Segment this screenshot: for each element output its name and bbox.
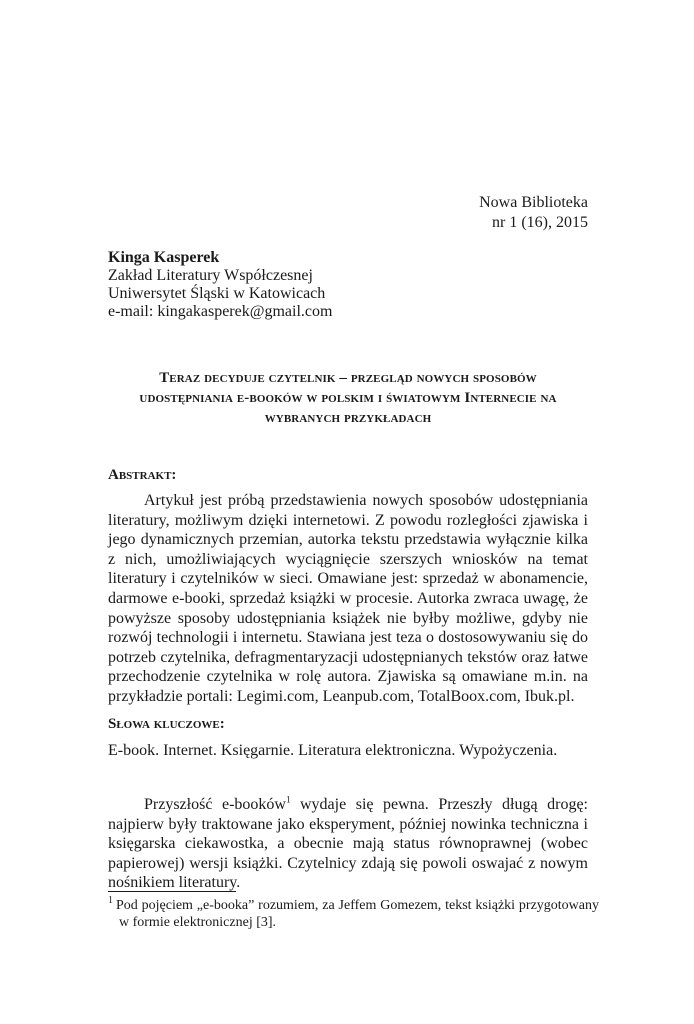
keywords-text: E-book. Internet. Księgarnie. Literatura elektroniczna. Wypożyczenia. [108, 742, 558, 759]
title-line-2: udostępniania e-booków w polskim i światowym Internecie na [139, 390, 557, 406]
keywords-heading: Słowa kluczowe: [108, 716, 225, 732]
body-text-rest: wydaje się pewna. Przeszły długą drogę: najpierw były traktowane jako eksperyment, później nowinka techniczna i księgarska ciekawostka, a obecnie mają status równoprawnej (wobec papierowej) wersji książki. Czytelnicy zdają się powoli oswajać z nowym nośnikiem literatury. [108, 796, 588, 892]
author-block [108, 249, 332, 321]
body-text-start: Przyszłość e-booków [144, 796, 286, 813]
footnote-reference: 1 [285, 794, 291, 805]
paper-title [108, 368, 588, 428]
title-line-3: wybranych przykładach [264, 410, 432, 426]
author-university: Uniwersytet Śląski w Katowicach [108, 285, 326, 302]
journal-issue: nr 1 (16), 2015 [492, 214, 588, 231]
author-email: e-mail: kingakasperek@gmail.com [108, 303, 333, 320]
journal-name: Nowa Biblioteka [479, 194, 588, 211]
footnote-divider [108, 891, 236, 892]
author-name: Kinga Kasperek [108, 249, 220, 266]
journal-info [479, 193, 588, 233]
footnote-text: Pod pojęciem „e-booka” rozumiem, za Jeffem Gomezem, tekst książki przygotowany w formie elektronicznej [3]. [116, 898, 599, 930]
title-line-1: Teraz decyduje czytelnik – przegląd nowych sposobów [159, 370, 537, 386]
abstract-text: Artykuł jest próbą przedstawienia nowych sposobów udostępniania literatury, możliwym dzięki internetowi. Z powodu rozległości zjawiska i jego dynamicznych przemian, autorka tekstu przedstawia wyłącznie kilka z nich, umożliwiających wyciągnięcie szerszych wniosków na temat literatury i czytelników w sieci. Omawiane jest: sprzedaż w abonamencie, darmowe e-booki, sprzedaż książki w procesie. Autorka zwraca uwagę, że powyższe sposoby udostępniania książek nie byłby możliwe, gdyby nie rozwój technologii i internetu. Stawiana jest teza o dostosowywaniu się do potrzeb czytelnika, defragmentaryzacji udostępnianych tekstów oraz łatwe przechodzenie czytelnika w rolę autora. Zjawiska są omawiane m.in. na przykładzie portali: Legimi.com, Leanpub.com, TotalBoox.com, Ibuk.pl. [108, 492, 588, 705]
author-department: Zakład Literatury Współczesnej [108, 267, 313, 284]
abstract-heading: Abstrakt: [108, 467, 177, 483]
footnote-mark: 1 [108, 895, 113, 907]
footnote [108, 895, 599, 931]
body-paragraph [108, 795, 588, 893]
